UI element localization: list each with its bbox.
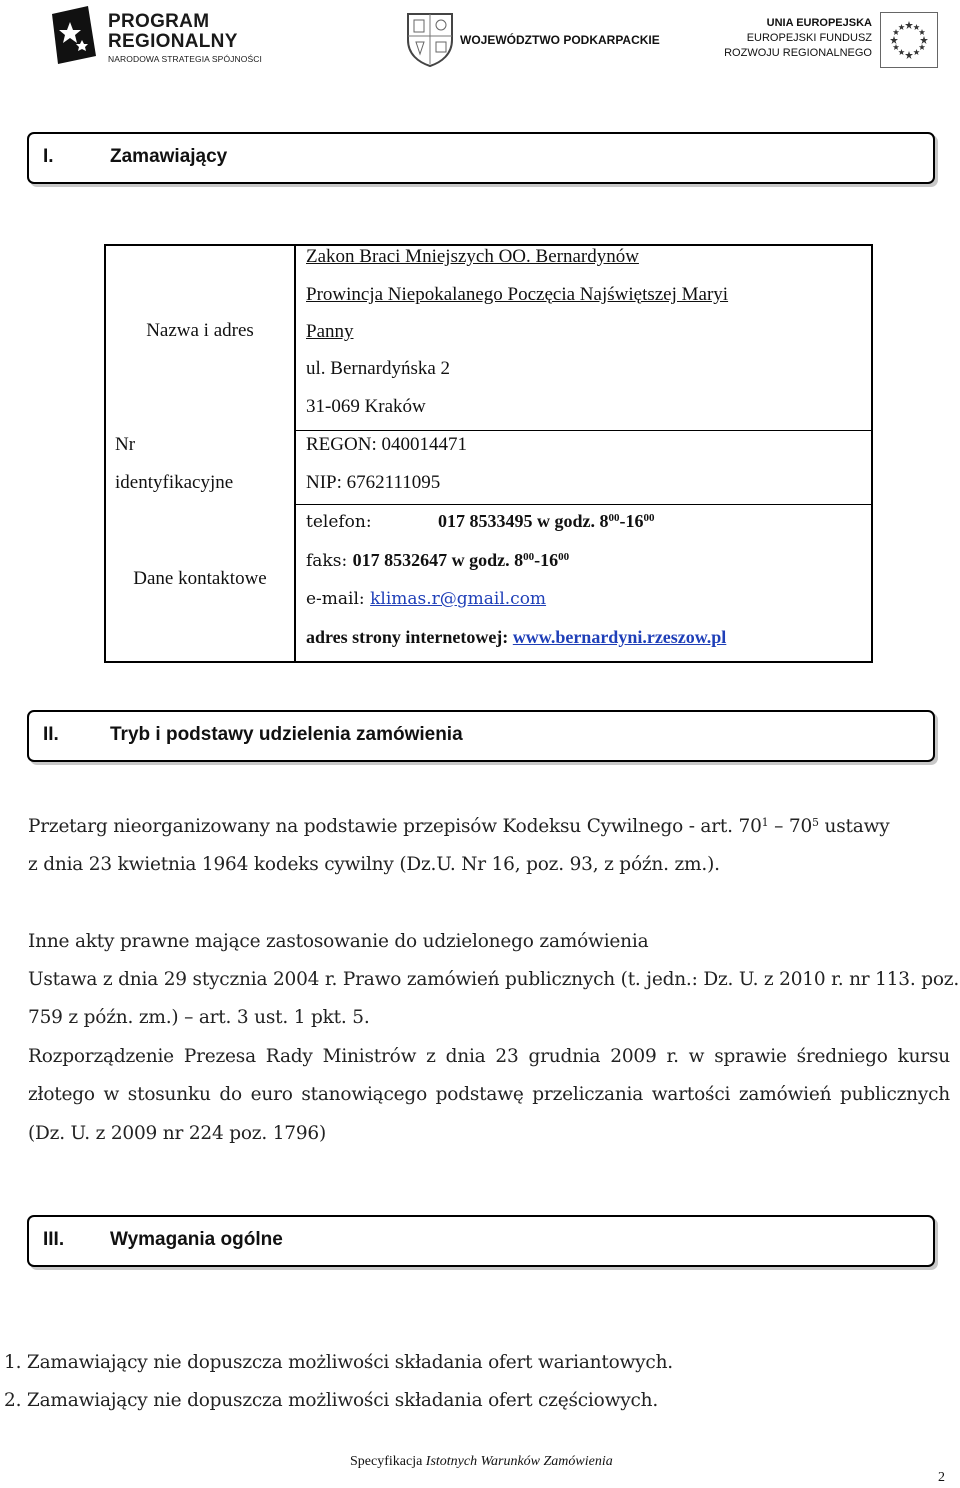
voivodeship-crest-icon <box>404 10 456 68</box>
name-line: Prowincja Niepokalanego Poczęcia Najświętszej Maryi <box>306 284 729 305</box>
nip-value: NIP: 6762111095 <box>306 472 441 493</box>
footer-text-italic: Istotnych Warunków Zamówienia <box>425 1454 613 1469</box>
logo-line-regionalny: REGIONALNY <box>108 31 238 52</box>
email-row <box>306 589 546 609</box>
www-link[interactable]: www.bernardyni.rzeszow.pl <box>512 627 727 647</box>
section-header-tryb <box>27 710 935 762</box>
contact-label: Dane kontaktowe <box>133 568 267 589</box>
fax-hour-sup: 00 <box>523 551 535 563</box>
program-regionalny-logo-mark <box>48 4 100 66</box>
paragraph-other-acts: Inne akty prawne mające zastosowanie do udzielonego zamówienia <box>28 931 649 952</box>
fax-hour-sup: 00 <box>558 551 570 563</box>
section-title: Tryb i podstawy udzielenia zamówienia <box>110 724 463 745</box>
regon-value: REGON: 040014471 <box>306 434 467 455</box>
phone-number: 017 8533495 w godz. 8 <box>438 511 609 531</box>
section-number: III. <box>43 1229 65 1250</box>
procedure-text: ustawy <box>818 816 890 837</box>
section-number: II. <box>43 724 59 745</box>
phone-hour-sup: 00 <box>608 512 620 524</box>
phone-label: telefon: <box>306 512 372 532</box>
section-title: Wymagania ogólne <box>110 1229 283 1250</box>
fax-number: 017 8532647 w godz. 8 <box>352 550 524 570</box>
procedure-text: Przetarg nieorganizowany na podstawie przepisów Kodeksu Cywilnego - art. 70 <box>28 816 762 837</box>
fax-label: faks: <box>306 551 353 571</box>
logo-line-strategy: NARODOWA STRATEGIA SPÓJNOŚCI <box>108 54 262 64</box>
paragraph-procedure-line2: z dnia 23 kwietnia 1964 kodeks cywilny (Dz.U. Nr 16, poz. 93, z późn. zm.). <box>28 854 720 875</box>
name-address-label: Nazwa i adres <box>146 320 254 341</box>
section-header-wymagania <box>27 1215 935 1267</box>
paragraph-pzp-line2: 759 z późn. zm.) – art. 3 ust. 1 pkt. 5. <box>28 1007 370 1028</box>
section-title: Zamawiający <box>110 146 228 167</box>
name-line: Panny <box>306 321 354 342</box>
address-city: 31-069 Kraków <box>306 396 426 417</box>
name-line: Zakon Braci Mniejszych OO. Bernardynów <box>306 246 639 267</box>
phone-value <box>438 511 655 532</box>
procedure-text: – 70 <box>768 816 813 837</box>
fax-row <box>306 550 569 571</box>
eu-line-1: UNIA EUROPEJSKA <box>766 17 872 29</box>
fax-hour-sep: -16 <box>534 550 559 570</box>
table-row-divider <box>294 430 873 431</box>
email-link[interactable]: klimas.r@gmail.com <box>370 589 547 609</box>
paragraph-regulation-line3: (Dz. U. z 2009 nr 224 poz. 1796) <box>28 1123 327 1144</box>
paragraph-procedure-line1 <box>28 816 889 837</box>
page-number: 2 <box>938 1470 945 1485</box>
logo-line-program: PROGRAM <box>108 11 210 32</box>
voivodeship-name: WOJEWÓDZTWO PODKARPACKIE <box>460 33 660 47</box>
phone-hour-sep: -16 <box>619 511 644 531</box>
section-header-zamawiajacy <box>27 132 935 184</box>
article-sup: 1 <box>761 816 769 829</box>
address-street: ul. Bernardyńska 2 <box>306 358 451 379</box>
list-item: 1. Zamawiający nie dopuszcza możliwości składania ofert wariantowych. <box>4 1352 673 1373</box>
www-row <box>306 627 726 648</box>
paragraph-regulation-line1: Rozporządzenie Prezesa Rady Ministrów z dnia 23 grudnia 2009 r. w sprawie średniego kursu <box>28 1046 950 1067</box>
footer-text: Specyfikacja <box>350 1454 426 1469</box>
id-label-line1: Nr <box>115 434 136 455</box>
id-label-line2: identyfikacyjne <box>115 472 234 493</box>
section-number: I. <box>43 146 54 167</box>
eu-line-3: ROZWOJU REGIONALNEGO <box>724 47 872 59</box>
phone-hour-sup: 00 <box>643 512 655 524</box>
list-item: 2. Zamawiający nie dopuszcza możliwości składania ofert częściowych. <box>4 1390 659 1411</box>
eu-fund-label <box>712 16 872 61</box>
paragraph-regulation-line2: złotego w stosunku do euro stanowiącego podstawę przeliczania wartości zamówień publicznych <box>28 1084 950 1105</box>
eu-line-2: EUROPEJSKI FUNDUSZ <box>746 32 872 44</box>
eu-flag-icon <box>880 12 938 68</box>
table-row-divider <box>294 504 873 505</box>
article-sup: 5 <box>812 816 819 829</box>
paragraph-pzp-line1: Ustawa z dnia 29 stycznia 2004 r. Prawo zamówień publicznych (t. jedn.: Dz. U. z 2010 r. nr 113. poz. <box>28 969 960 990</box>
program-regionalny-logo-text <box>108 12 262 64</box>
page-footer <box>350 1454 613 1470</box>
www-label: adres strony internetowej: <box>306 627 513 647</box>
email-label: e-mail: <box>306 589 371 609</box>
